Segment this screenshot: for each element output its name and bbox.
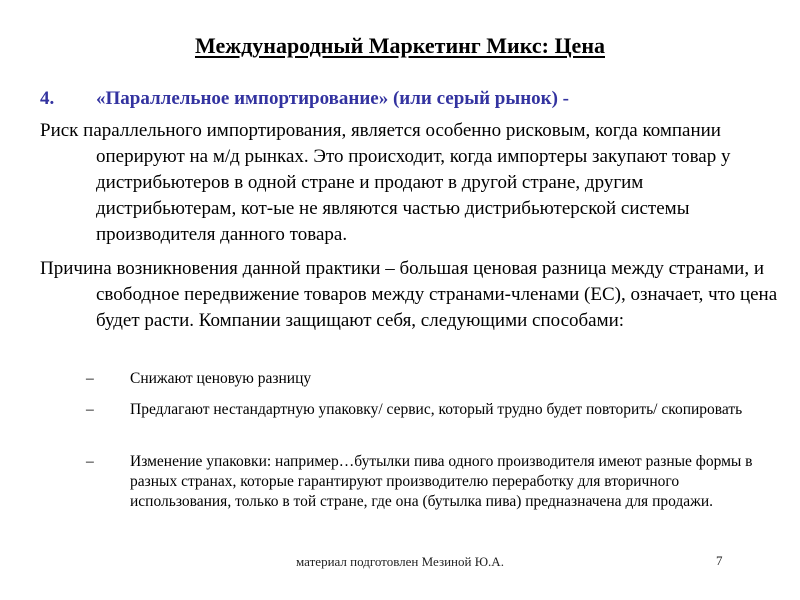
list-item-text: Снижают ценовую разницу bbox=[130, 370, 312, 387]
paragraph-parallel-import-risk: Риск параллельного импортирования, является особенно рисковым, когда компании оперируют на м/д рынках. Это происходит, когда импортеры закупают товар у дистрибьютеров в одной стране и продают в другой стране, другим дистрибьютерам, кот-ые не являются частью дистрибьютерской системы производителя данного товара. bbox=[40, 120, 731, 245]
bullet-dash: – bbox=[86, 453, 94, 470]
footer-author: материал подготовлен Мезиной Ю.А. bbox=[296, 554, 504, 569]
page-number: 7 bbox=[716, 553, 723, 568]
section-number: 4. bbox=[40, 88, 55, 109]
list-item-text: Изменение упаковки: например…бутылки пива одного производителя имеют разные формы в разных странах, которые гарантируют производителю переработку для вторичного использования, только в той стране, где она (бутылка пива) предназначена для продажи. bbox=[130, 453, 753, 510]
slide-title bbox=[0, 33, 800, 59]
list-item-text: Предлагают нестандартную упаковку/ сервис, который трудно будет повторить/ скопировать bbox=[130, 401, 743, 418]
bullet-dash: – bbox=[86, 401, 94, 418]
bullet-dash: – bbox=[86, 370, 94, 387]
paragraph-reason: Причина возникновения данной практики – большая ценовая разница между странами, и свободное передвижение товаров между странами-членами (ЕС), означает, что цена будет расти. Компании защищают себя, следующими способами: bbox=[40, 258, 778, 331]
section-heading-text: «Параллельное импортирование» (или серый рынок) - bbox=[96, 88, 569, 109]
slide-title-text: Международный Маркетинг Микс: Цена bbox=[194, 33, 605, 58]
